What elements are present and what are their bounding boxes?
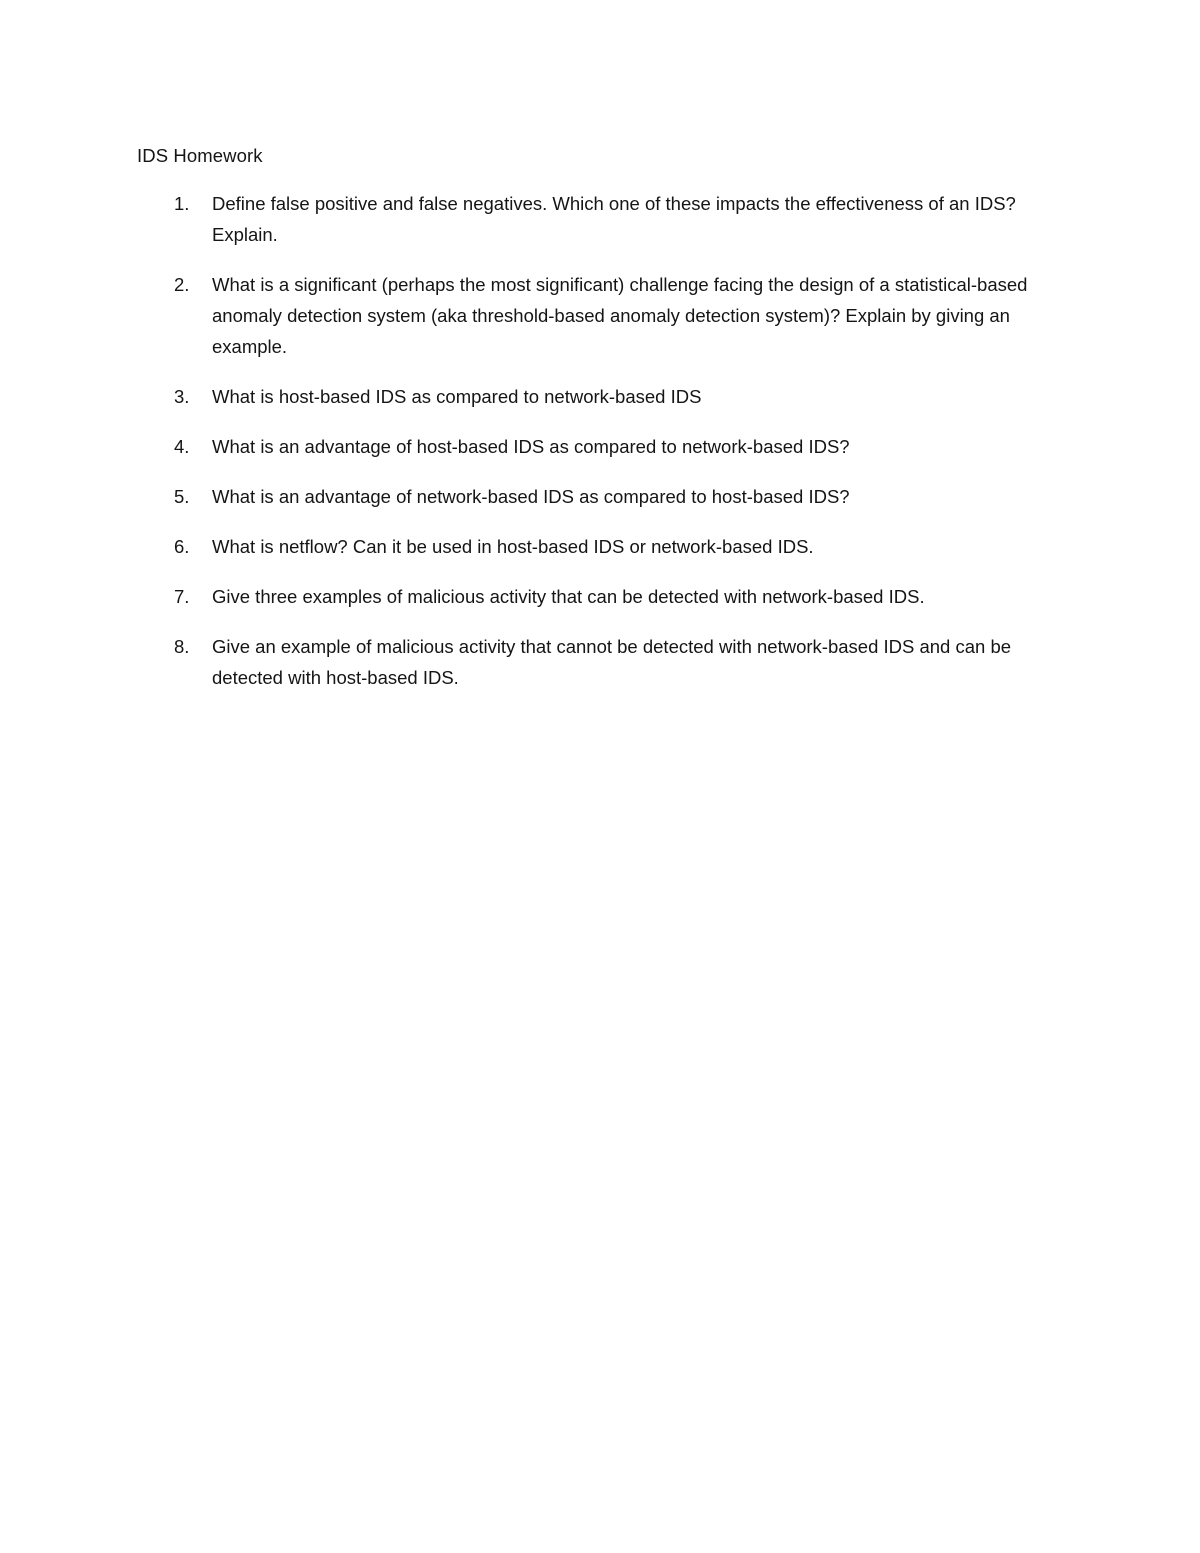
- question-text: Give an example of malicious activity that cannot be detected with network-based IDS and can be detected with host-based IDS.: [212, 636, 1012, 688]
- question-item-1: [0, 188, 1200, 250]
- question-text: What is a significant (perhaps the most significant) challenge facing the design of a statistical-based anomaly detection system (aka threshold-based anomaly detection system)? Explain by giving an example.: [212, 274, 1028, 357]
- question-list: [0, 188, 1200, 712]
- question-text: What is an advantage of host-based IDS as compared to network-based IDS?: [212, 436, 850, 457]
- question-number: 7.: [174, 586, 190, 607]
- question-item-2: [0, 269, 1200, 362]
- question-item-8: [0, 631, 1200, 693]
- question-item-5: [0, 481, 1200, 512]
- question-number: 4.: [174, 436, 190, 457]
- document-title: IDS Homework: [137, 145, 263, 166]
- question-text: Define false positive and false negatives. Which one of these impacts the effectiveness of an IDS? Explain.: [212, 193, 1016, 245]
- question-number: 1.: [174, 193, 190, 214]
- question-text: What is host-based IDS as compared to network-based IDS: [212, 386, 702, 407]
- question-item-6: [0, 531, 1200, 562]
- question-number: 2.: [174, 274, 190, 295]
- question-text: Give three examples of malicious activity that can be detected with network-based IDS.: [212, 586, 925, 607]
- question-number: 5.: [174, 486, 190, 507]
- question-number: 6.: [174, 536, 190, 557]
- question-text: What is an advantage of network-based IDS as compared to host-based IDS?: [212, 486, 850, 507]
- question-text: What is netflow? Can it be used in host-based IDS or network-based IDS.: [212, 536, 814, 557]
- question-item-7: [0, 581, 1200, 612]
- question-item-3: [0, 381, 1200, 412]
- question-number: 8.: [174, 636, 190, 657]
- question-number: 3.: [174, 386, 190, 407]
- question-item-4: [0, 431, 1200, 462]
